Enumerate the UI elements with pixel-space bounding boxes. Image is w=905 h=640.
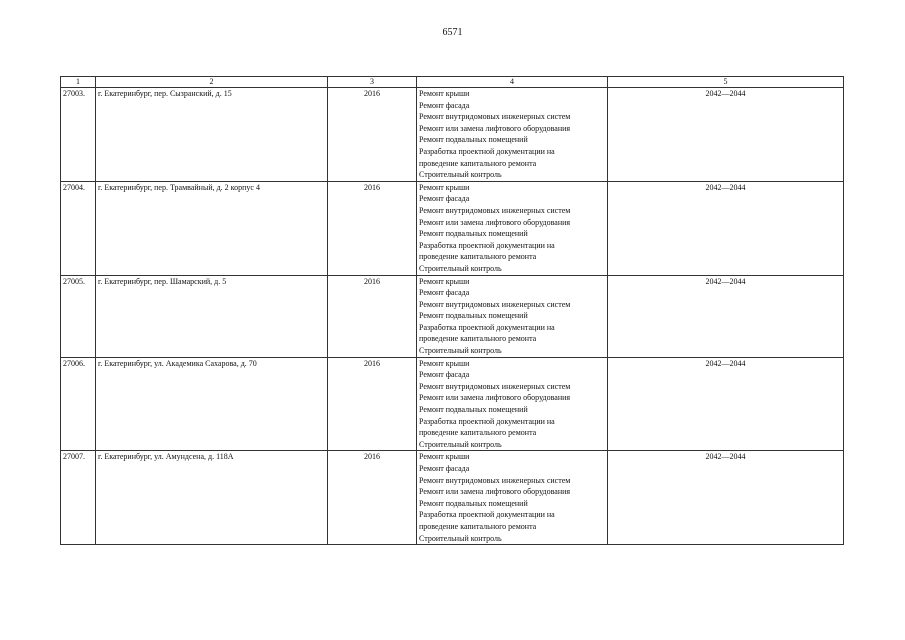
- work-item: Ремонт подвальных помещений: [419, 229, 528, 239]
- row-number-cell: 27004.: [61, 181, 96, 275]
- period-cell: 2042—2044: [608, 181, 844, 275]
- work-item: Ремонт фасада: [419, 464, 470, 473]
- work-item: Ремонт фасада: [419, 194, 470, 204]
- work-item: Ремонт внутридомовых инженерных систем: [419, 475, 571, 485]
- work-item: Разработка проектной документации на: [419, 416, 555, 426]
- work-item: Ремонт или замена лифтового оборудования: [419, 217, 571, 227]
- work-item: Ремонт или замена лифтового оборудования: [419, 487, 571, 497]
- address-cell: г. Екатеринбург, пер. Трамвайный, д. 2 корпус 4: [96, 181, 328, 275]
- table-body: [61, 88, 844, 545]
- work-item: Ремонт подвальных помещений: [419, 405, 528, 415]
- work-item: Ремонт внутридомовых инженерных систем: [419, 299, 571, 309]
- work-item: Разработка проектной документации на: [419, 322, 555, 332]
- work-item: проведение капитального ремонта: [419, 158, 537, 168]
- table-row: [61, 357, 844, 451]
- work-item: Ремонт внутридомовых инженерных систем: [419, 112, 571, 122]
- work-item: Ремонт внутридомовых инженерных систем: [419, 381, 571, 391]
- work-item: Строительный контроль: [419, 263, 502, 273]
- work-item: Ремонт фасада: [419, 100, 470, 110]
- address-cell: г. Екатеринбург, ул. Амундсена, д. 118А: [96, 451, 328, 545]
- work-item: Ремонт подвальных помещений: [419, 135, 528, 145]
- work-item: Ремонт фасада: [419, 288, 470, 298]
- work-item: Ремонт внутридомовых инженерных систем: [419, 205, 571, 215]
- work-item: Разработка проектной документации на: [419, 510, 555, 520]
- row-number-cell: 27005.: [61, 275, 96, 357]
- table-row: [61, 181, 844, 275]
- work-item: проведение капитального ремонта: [419, 521, 537, 531]
- column-header-3: 3: [328, 77, 417, 88]
- period-cell: 2042—2044: [608, 88, 844, 182]
- address-cell: г. Екатеринбург, пер. Шамарский, д. 5: [96, 275, 328, 357]
- year-cell: 2016: [328, 88, 417, 182]
- work-item: проведение капитального ремонта: [419, 334, 537, 344]
- table-header-row: [61, 77, 844, 88]
- row-number-cell: 27003.: [61, 88, 96, 182]
- table-row: [61, 275, 844, 357]
- table-row: [61, 88, 844, 182]
- column-header-5: 5: [608, 77, 844, 88]
- work-item: Ремонт крыши: [419, 452, 470, 462]
- column-header-2: 2: [96, 77, 328, 88]
- address-cell: г. Екатеринбург, ул. Академика Сахарова, д. 70: [96, 357, 328, 451]
- work-item: Строительный контроль: [419, 533, 502, 543]
- work-item: Ремонт подвальных помещений: [419, 311, 528, 321]
- period-cell: 2042—2044: [608, 357, 844, 451]
- work-item: Разработка проектной документации на: [419, 146, 555, 156]
- column-header-4: 4: [417, 77, 608, 88]
- work-item: Ремонт подвальных помещений: [419, 498, 528, 508]
- year-cell: 2016: [328, 275, 417, 357]
- work-item: проведение капитального ремонта: [419, 428, 537, 438]
- work-item: Ремонт крыши: [419, 182, 470, 192]
- works-cell: [417, 88, 608, 182]
- year-cell: 2016: [328, 181, 417, 275]
- works-cell: [417, 275, 608, 357]
- year-cell: 2016: [328, 357, 417, 451]
- row-number-cell: 27006.: [61, 357, 96, 451]
- works-cell: [417, 357, 608, 451]
- table-row: [61, 451, 844, 545]
- year-cell: 2016: [328, 451, 417, 545]
- works-cell: [417, 181, 608, 275]
- period-cell: 2042—2044: [608, 451, 844, 545]
- works-cell: [417, 451, 608, 545]
- work-item: Ремонт фасада: [419, 370, 470, 380]
- page-number: 6571: [442, 27, 463, 38]
- address-cell: г. Екатеринбург, пер. Сызранский, д. 15: [96, 88, 328, 182]
- column-header-1: 1: [61, 77, 96, 88]
- work-item: Ремонт или замена лифтового оборудования: [419, 123, 571, 133]
- repair-schedule-table: [60, 76, 844, 545]
- work-item: Строительный контроль: [419, 439, 502, 449]
- work-item: Ремонт или замена лифтового оборудования: [419, 393, 571, 403]
- work-item: Строительный контроль: [419, 170, 502, 180]
- work-item: проведение капитального ремонта: [419, 252, 537, 262]
- work-item: Строительный контроль: [419, 346, 502, 356]
- work-item: Ремонт крыши: [419, 358, 470, 368]
- row-number-cell: 27007.: [61, 451, 96, 545]
- work-item: Разработка проектной документации на: [419, 240, 555, 250]
- work-item: Ремонт крыши: [419, 89, 470, 98]
- work-item: Ремонт крыши: [419, 276, 470, 286]
- period-cell: 2042—2044: [608, 275, 844, 357]
